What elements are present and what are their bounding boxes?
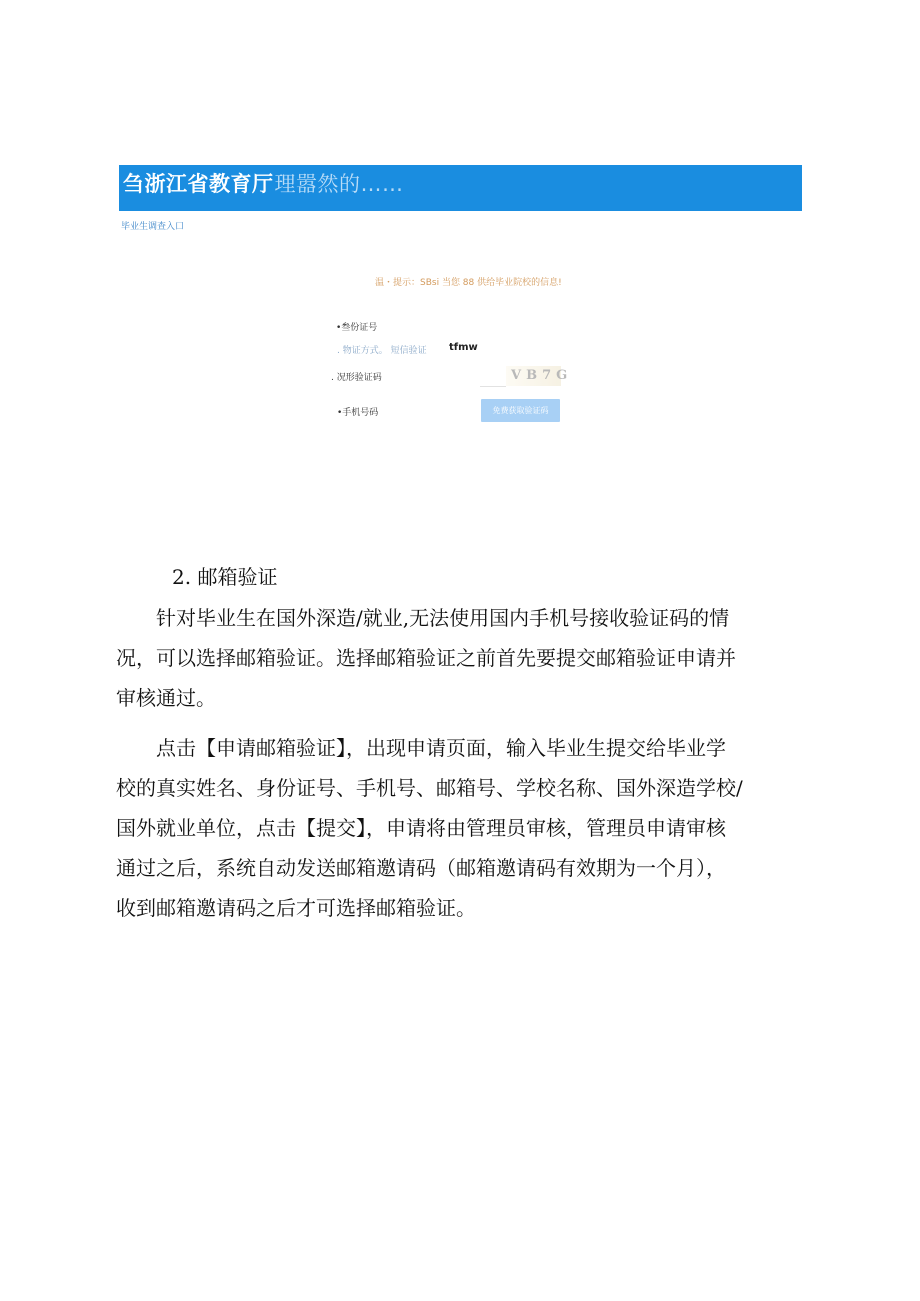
- verify-mode-label: . 物证方式。 短信验证: [337, 346, 427, 356]
- graduate-survey-entry-link[interactable]: 毕业生调查入口: [121, 222, 185, 232]
- verify-mode-value: tfmw: [449, 342, 478, 353]
- paragraph-line: 况，可以选择邮箱验证。选择邮箱验证之前首先要提交邮箱验证申请并: [116, 646, 736, 670]
- site-header-banner: [119, 165, 802, 211]
- captcha-input[interactable]: [480, 386, 506, 387]
- site-title-main: 刍浙江省教育厅: [123, 172, 274, 196]
- captcha-image[interactable]: [506, 366, 573, 386]
- get-sms-code-button[interactable]: 免费获取验证码: [481, 399, 560, 422]
- paragraph-line: 校的真实姓名、身份证号、手机号、邮箱号、学校名称、国外深造学校/: [116, 776, 743, 800]
- paragraph-line: 审核通过。: [116, 686, 216, 710]
- paragraph-line: 国外就业单位，点击【提交】，申请将由管理员审核，管理员申请审核: [116, 816, 726, 840]
- tip-message: 温・提示：SBsi 当您 88 供给毕业院校的信息!: [375, 278, 562, 288]
- paragraph-line: 针对毕业生在国外深造/就业,无法使用国内手机号接收验证码的情: [116, 606, 730, 630]
- site-title-sub: 理嚣然的……: [274, 172, 404, 196]
- captcha-text: VB7G: [511, 368, 573, 383]
- paragraph-line: 收到邮箱邀请码之后才可选择邮箱验证。: [116, 896, 476, 920]
- phone-number-label: •手机号码: [337, 408, 379, 418]
- captcha-label: . 况形验证码: [331, 373, 382, 383]
- site-title: [123, 170, 404, 198]
- id-number-label: •叁份证号: [336, 323, 378, 333]
- section-title: 2. 邮箱验证: [172, 565, 278, 589]
- paragraph-line: 点击【申请邮箱验证】，出现申请页面，输入毕业生提交给毕业学: [116, 736, 726, 760]
- paragraph-line: 通过之后，系统自动发送邮箱邀请码（邮箱邀请码有效期为一个月），: [116, 856, 726, 880]
